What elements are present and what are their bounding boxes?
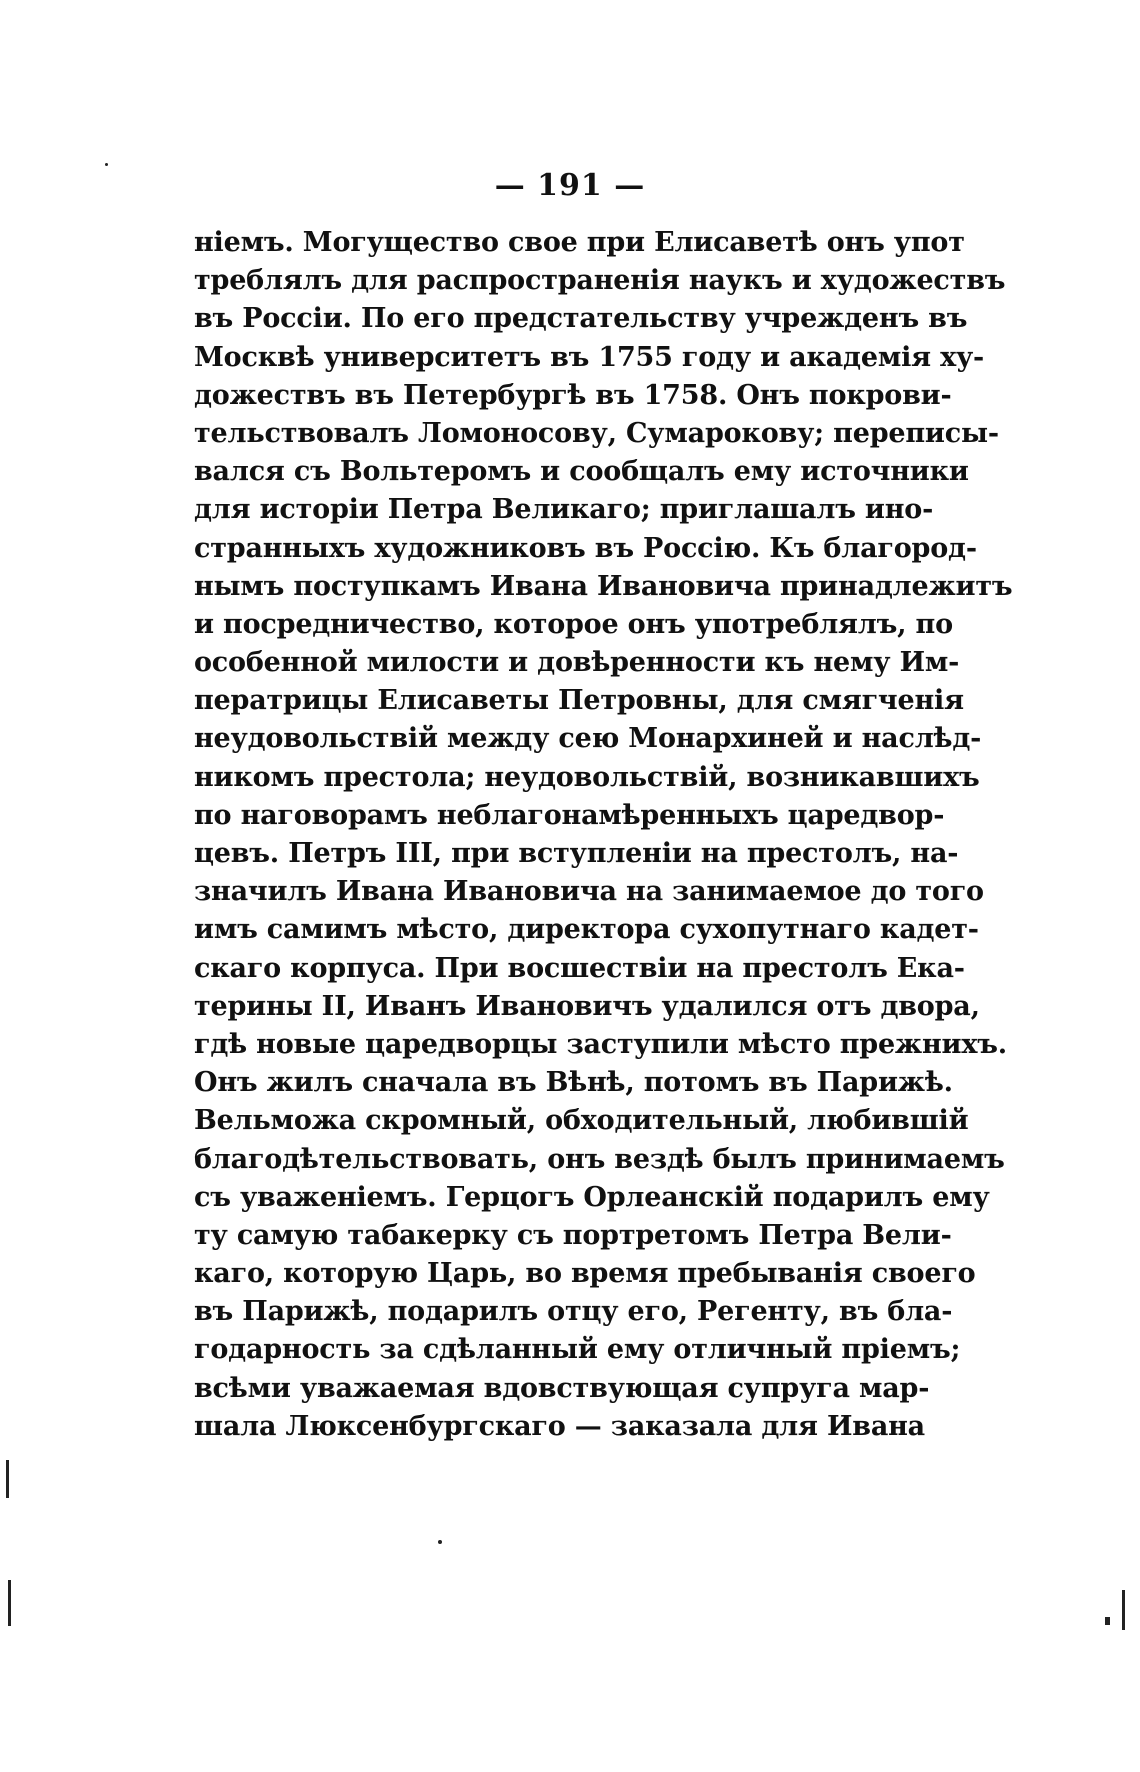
text-line: Вельможа скромный, обходительный, любившій bbox=[194, 1105, 969, 1137]
text-line: треблялъ для распространенія наукъ и художествъ bbox=[194, 265, 1006, 297]
text-line: странныхъ художниковъ въ Россію. Къ благород- bbox=[194, 532, 977, 564]
text-line: благодѣтельствовать, онъ вездѣ былъ принимаемъ bbox=[194, 1143, 1005, 1175]
text-line: вался съ Вольтеромъ и сообщалъ ему источники bbox=[194, 456, 969, 488]
text-line: цевъ. Петръ III, при вступленіи на престолъ, на- bbox=[194, 838, 959, 869]
text-line: скаго корпуса. При восшествіи на престолъ Ека- bbox=[194, 952, 965, 984]
body-text bbox=[194, 224, 1013, 1446]
text-line: и посредничество, которое онъ употреблялъ, по bbox=[194, 608, 953, 640]
text-line: никомъ престола; неудовольствій, возникавшихъ bbox=[194, 761, 980, 793]
scan-artifact bbox=[438, 1540, 442, 1544]
text-line: дожествъ въ Петербургѣ въ 1758. Онъ покрови- bbox=[194, 379, 952, 411]
text-line: по наговорамъ неблагонамѣренныхъ царедвор- bbox=[194, 799, 945, 831]
text-line: въ Парижѣ, подарилъ отцу его, Регенту, въ бла- bbox=[194, 1296, 953, 1328]
text-line: нымъ поступкамъ Ивана Ивановича принадлежитъ bbox=[194, 570, 1013, 602]
text-line: для исторіи Петра Великаго; приглашалъ ино- bbox=[194, 494, 934, 526]
text-line: неудовольствій между сею Монархиней и наслѣд- bbox=[194, 723, 982, 755]
text-line: шала Люксенбургскаго — заказала для Ивана bbox=[194, 1410, 925, 1442]
text-line: съ уваженіемъ. Герцогъ Орлеанскій подарилъ ему bbox=[194, 1181, 990, 1213]
text-line: Онъ жилъ сначала въ Вѣнѣ, потомъ въ Парижѣ. bbox=[194, 1067, 953, 1099]
text-line: ніемъ. Могущество свое при Елисаветѣ онъ упот bbox=[194, 227, 965, 258]
page-number: — 191 — bbox=[494, 168, 646, 203]
text-line: каго, которую Царь, во время пребыванія своего bbox=[194, 1258, 976, 1290]
text-line: ператрицы Елисаветы Петровны, для смягченія bbox=[194, 685, 964, 717]
scan-artifact bbox=[6, 1460, 9, 1498]
scan-artifact bbox=[1122, 1590, 1125, 1630]
scan-artifact bbox=[1105, 1617, 1110, 1625]
text-line: Москвѣ университетъ въ 1755 году и академія ху- bbox=[194, 341, 985, 373]
scan-artifact bbox=[8, 1580, 11, 1626]
text-line: тельствовалъ Ломоносову, Сумарокову; переписы- bbox=[194, 417, 999, 449]
text-line: терины II, Иванъ Ивановичъ удалился отъ двора, bbox=[194, 990, 980, 1022]
text-line: особенной милости и довѣренности къ нему Им- bbox=[194, 647, 960, 679]
scan-artifact bbox=[105, 163, 108, 166]
text-line: гдѣ новые царедворцы заступили мѣсто прежнихъ. bbox=[194, 1028, 1007, 1060]
text-line: въ Россіи. По его предстательству учрежденъ въ bbox=[194, 303, 968, 335]
text-line: имъ самимъ мѣсто, директора сухопутнаго кадет- bbox=[194, 914, 979, 946]
text-line: ту самую табакерку съ портретомъ Петра Вели- bbox=[194, 1219, 952, 1251]
text-line: годарность за сдѣланный ему отличный пріемъ; bbox=[194, 1334, 961, 1366]
text-line: всѣми уважаемая вдовствующая супруга мар- bbox=[194, 1372, 930, 1404]
text-line: значилъ Ивана Ивановича на занимаемое до того bbox=[194, 876, 984, 908]
